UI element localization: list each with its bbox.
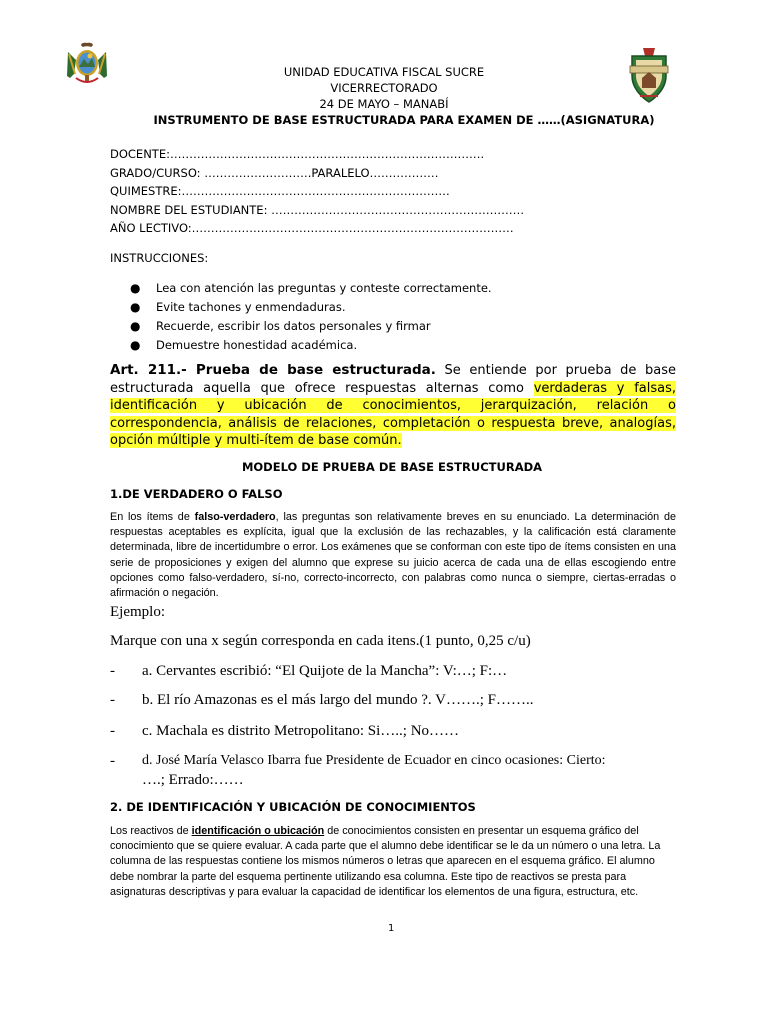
- document-page: UNIDAD EDUCATIVA FISCAL SUCRE VICERRECTORADO 24 DE MAYO – MANABÍ INSTRUMENTO DE BASE ESTRUCTURADA PARA EXAMEN DE ……(ASIGNATURA) DOCENTE:………………………………………………………………………. GRADO/CURSO: ……………………….PARALELO……………… QUIMESTRE:……………………………………………………………. NOMBRE DEL ESTUDIANTE: ………………………………………………………… AÑO LECTIVO:………………………………………………………………………… INSTRUCCIONES: ● Lea con atención las preguntas y conteste correctamente. ● Evite tachones y enmendaduras. ● Recuerde, escribir los datos personales y firmar ● Demuestre honestidad académica. Art. 211.- Prueba de base estructurada. Se entiende por prueba de base estructurada aquella que ofrece respuestas alternas como verdaderas y falsas, identificación y ubicación de conocimientos, jerarquización, relación o correspondencia, análisis de relaciones, completación o respuesta breve, analogías, opción múltiple y multi-ítem de base común. MODELO DE PRUEBA DE BASE ESTRUCTURADA 1.DE VERDADERO O FALSO En los ítems de falso-verdadero, las preguntas son relativamente breves en su enunciado. La determinación de respuestas aceptables es explícita, igual que la exclusión de las rechazables, y la calificación está claramente determinada, libre de incertidumbre o error. Los exámenes que se conforman con este tipo de ítems consisten en una serie de proposiciones y exigen del alumno que exprese su juicio acerca de cada una de ellas escogiendo entre opciones como falso-verdadero, sí-no, correcto-incorrecto, con palabras como nunca o siempre, ciertas-erradas o afirmación o negación. Ejemplo: Marque con una x según corresponda en cada itens.(1 punto, 0,25 c/u) - a. Cervantes escribió: “El Quijote de la Mancha”: V:…; F:… - b. El río Amazonas es el más largo del mundo ?. V…….; F…….. - c. Machala es distrito Metropolitano: Si…..; No…… - d. José María Velasco Ibarra fue Presidente de Ecuador en cinco ocasiones: Cierto: ….; Errado:…… 2. DE IDENTIFICACIÓN Y UBICACIÓN DE CONOCIMIENTOS Los reactivos de identificación o ubicación de conocimientos consisten en presentar un esquema gráfico del conocimiento que se quiere evaluar. A cada parte que el alumno debe identificar se le da un número o una letra. La columna de las respuestas contiene los mismos números o letras que aparecen en el esquema gráfico. El alumno debe nombrar la parte del esquema pertinente utilizando esa columna. Este tipo de reactivos se presta para asignaturas descriptivas y para evaluar la capacidad de identificar los elementos de una figura, estructura, etc. 1: [0, 0, 768, 1024]
- example-label: Ejemplo:: [110, 604, 165, 620]
- field-grado-curso: GRADO/CURSO: ……………………….PARALELO………………: [110, 166, 439, 180]
- identificacion-ubicacion-term: identificación o ubicación: [191, 825, 325, 837]
- article-211-title: Art. 211.- Prueba de base estructurada.: [110, 362, 436, 378]
- page-number: 1: [388, 923, 395, 934]
- article-211-paragraph: [110, 362, 676, 450]
- instructions-heading: INSTRUCCIONES:: [110, 251, 209, 265]
- department-name: VICERRECTORADO: [330, 81, 438, 95]
- location: 24 DE MAYO – MANABÍ: [319, 97, 449, 111]
- field-quimestre: QUIMESTRE:…………………………………………………………….: [110, 184, 450, 198]
- section-1-title: 1.DE VERDADERO O FALSO: [110, 487, 283, 501]
- section-2-paragraph: Los reactivos de identificación o ubicación de conocimientos consisten en presentar un esquema gráfico del conocimiento que se quiere evaluar. A cada parte que el alumno debe identificar se le da un número o una letra. La columna de las respuestas contiene los mismos números o letras que aparecen en el esquema gráfico. El alumno debe nombrar la parte del esquema pertinente utilizando esa columna. Este tipo de reactivos se presta para asignaturas descriptivas y para evaluar la capacidad de identificar los elementos de una figura, estructura, etc.: [110, 825, 661, 898]
- field-nombre-estudiante: NOMBRE DEL ESTUDIANTE: …………………………………………………………: [110, 203, 525, 217]
- article-211-text: Se entiende por prueba de base estructurada aquella que ofrece respuestas alternas como: [110, 363, 676, 396]
- example-instruction: Marque con una x según corresponda en cada itens.(1 punto, 0,25 c/u): [110, 633, 531, 649]
- field-docente: DOCENTE:……………………………………………………………………….: [110, 147, 485, 161]
- model-title: MODELO DE PRUEBA DE BASE ESTRUCTURADA: [241, 460, 543, 474]
- section-1-paragraph: En los ítems de falso-verdadero, las preguntas son relativamente breves en su enunciado. La determinación de respuestas aceptables es explícita, igual que la exclusión de las rechazables, y la calificación está claramente determinada, libre de incertidumbre o error. Los exámenes que se conforman con este tipo de ítems consisten en una serie de proposiciones y exigen del alumno que exprese su juicio acerca de cada una de ellas escogiendo entre opciones como falso-verdadero, sí-no, correcto-incorrecto, con palabras como nunca o siempre, ciertas-erradas o afirmación o negación.: [110, 511, 676, 600]
- bullet-icon: ●: [130, 319, 141, 333]
- bullet-icon: ●: [130, 338, 141, 352]
- school-name: UNIDAD EDUCATIVA FISCAL SUCRE: [283, 65, 485, 79]
- falso-verdadero-term: falso-verdadero: [194, 511, 276, 523]
- document-title: INSTRUMENTO DE BASE ESTRUCTURADA PARA EXAMEN DE ……(ASIGNATURA): [153, 113, 655, 127]
- ecuador-coat-of-arms-logo: [64, 40, 110, 86]
- section-2-title: 2. DE IDENTIFICACIÓN Y UBICACIÓN DE CONOCIMIENTOS: [110, 800, 476, 814]
- bullet-icon: ●: [130, 281, 141, 295]
- bullet-icon: ●: [130, 300, 141, 314]
- true-false-item: - d. José María Velasco Ibarra fue Presidente de Ecuador en cinco ocasiones: Cierto: ….; Errado:……: [110, 753, 606, 788]
- field-ano-lectivo: AÑO LECTIVO:…………………………………………………………………………: [110, 221, 514, 235]
- article-211-highlighted-text: verdaderas y falsas, identificación y ubicación de conocimientos, jerarquización, relación o correspondencia, análisis de relaciones, completación o respuesta breve, analogías, opción múltiple y multi-ítem de base común.: [110, 380, 676, 448]
